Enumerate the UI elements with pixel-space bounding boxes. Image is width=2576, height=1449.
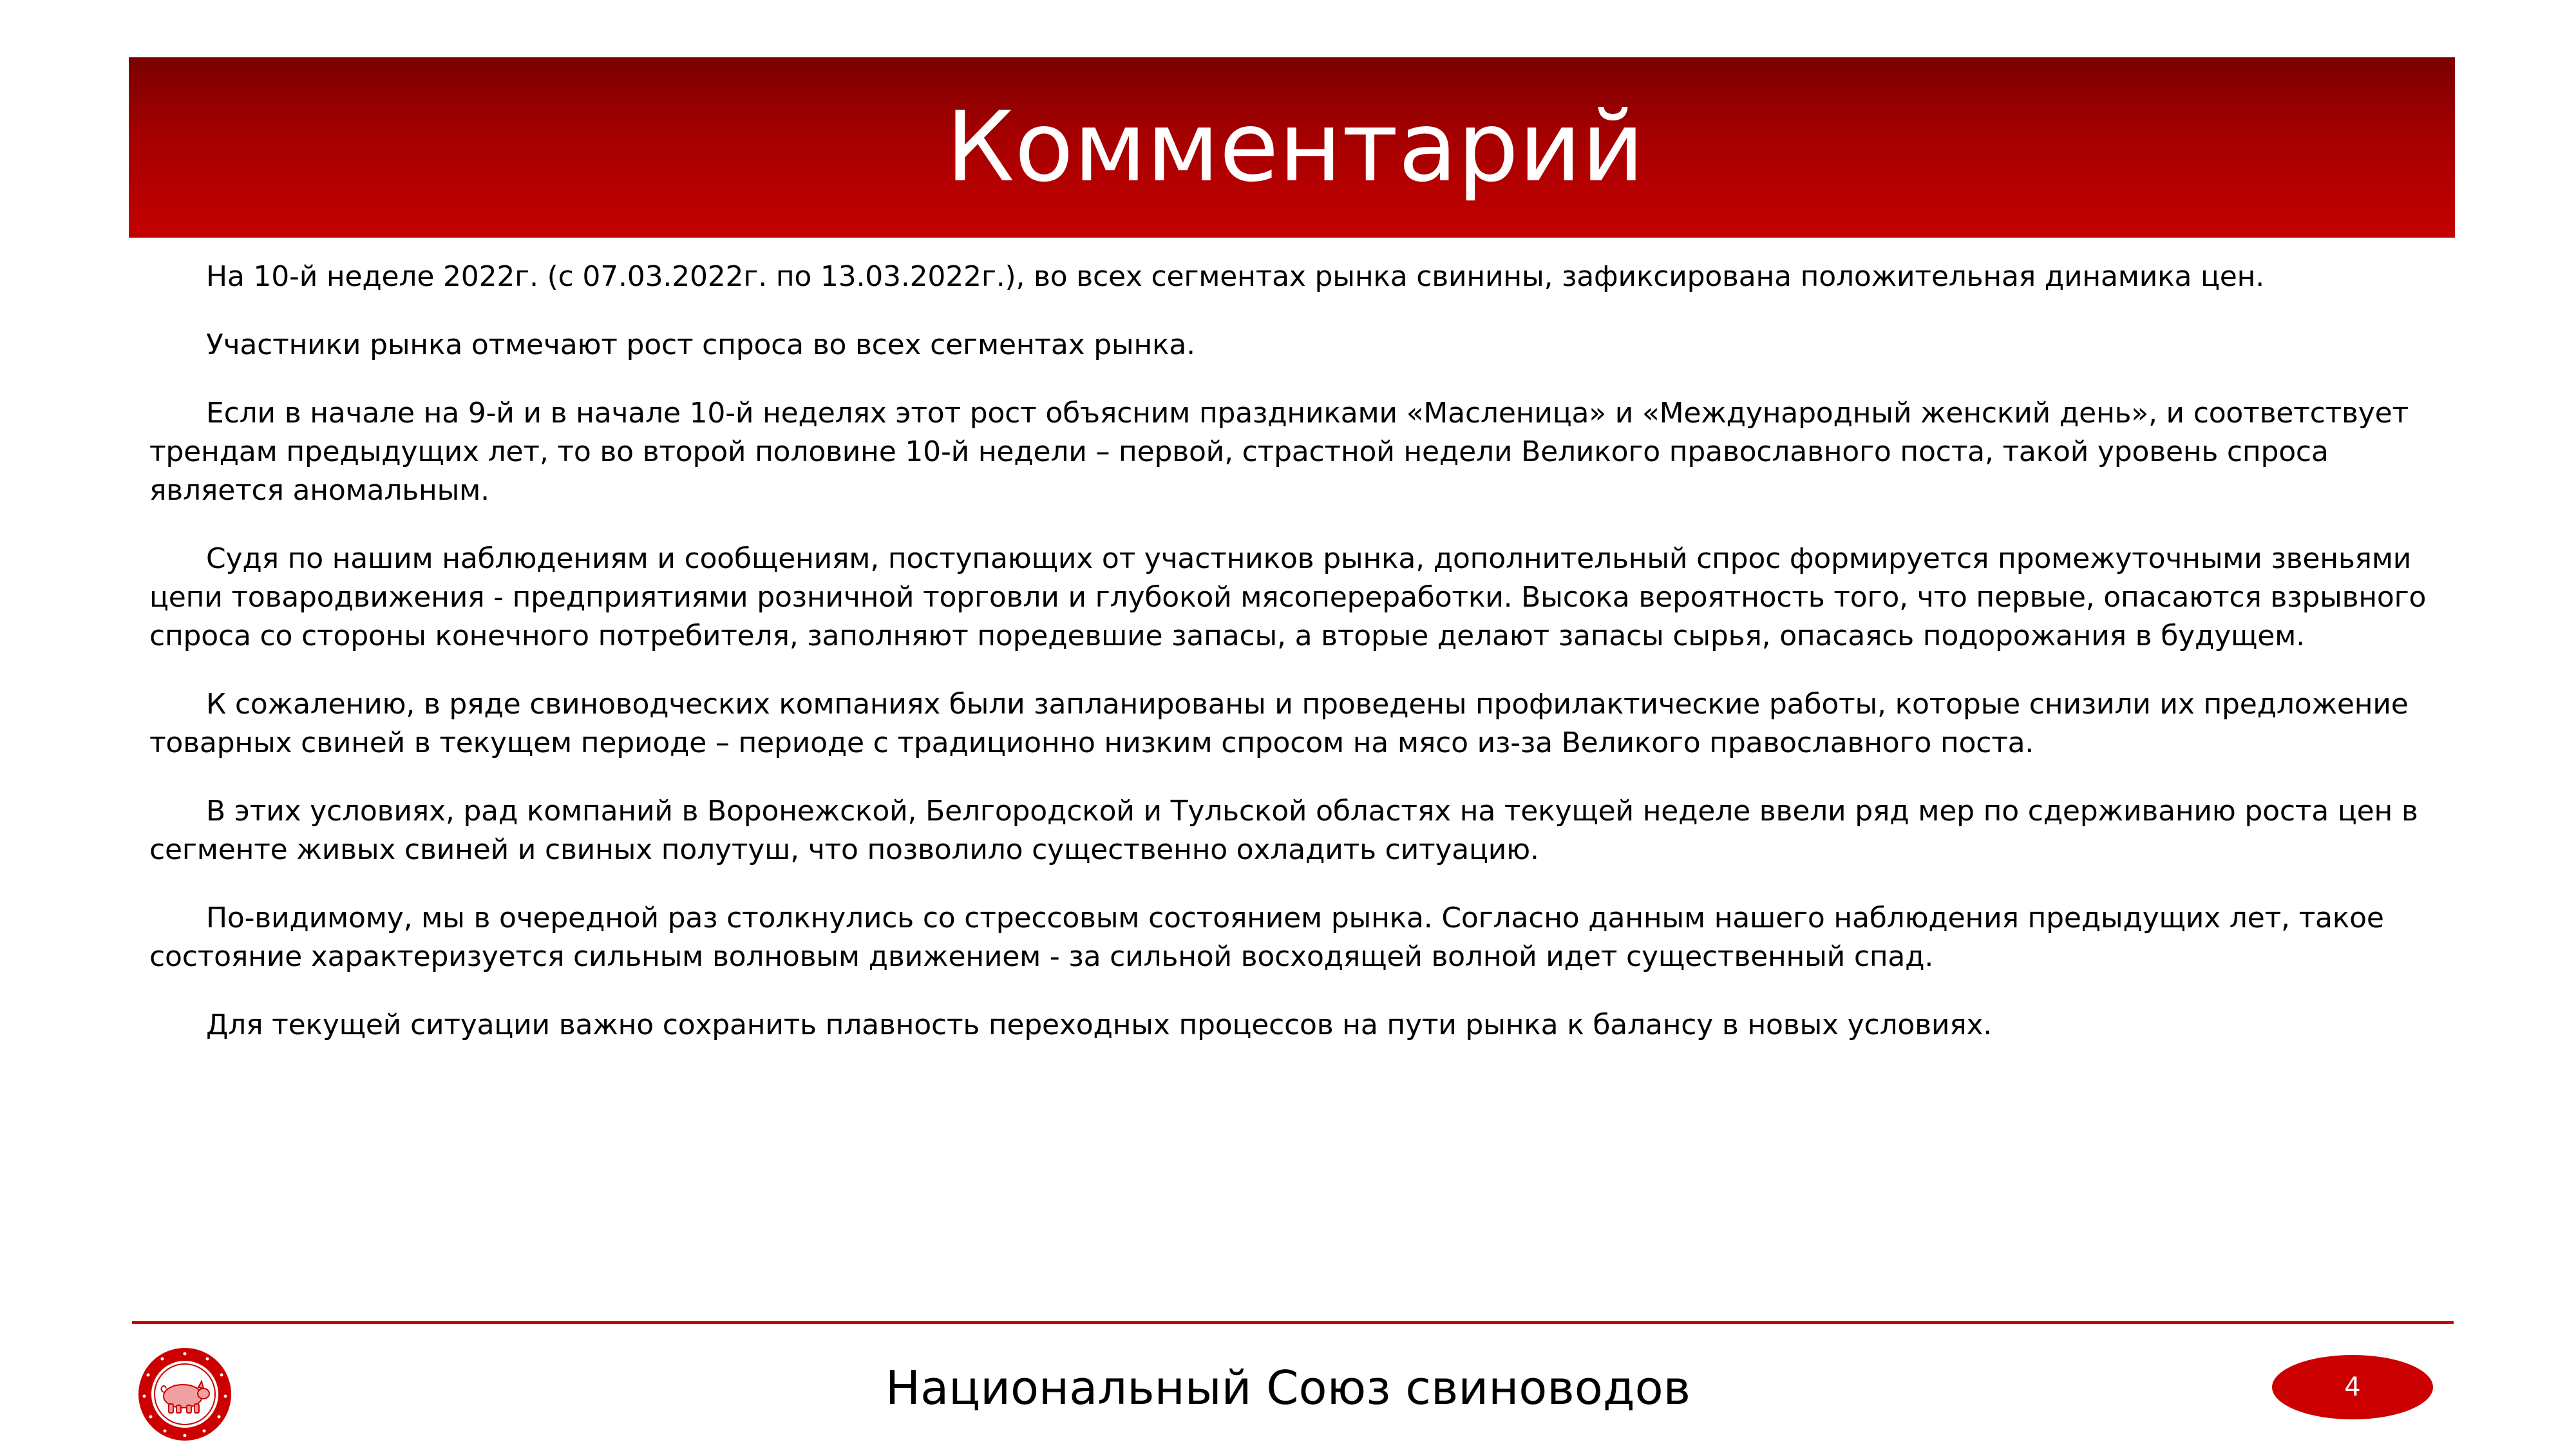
paragraph-5: К сожалению, в ряде свиноводческих компаниях были запланированы и проведены профилактические работы, которые снизили их предложение товарных свиней в текущем периоде – периоде с традиционно низким спросом на мясо из-за Великого православного поста. — [149, 688, 2409, 759]
paragraph-2: Участники рынка отмечают рост спроса во всех сегментах рынка. — [206, 328, 1195, 361]
footer-organization: Национальный Союз свиноводов — [885, 1361, 1691, 1415]
page-number: 4 — [2344, 1372, 2361, 1402]
paragraph-3: Если в начале на 9-й и в начале 10-й неделях этот рост объясним праздниками «Масленица» и «Международный женский день», и соответствует трендам предыдущих лет, то во второй половине 10-й недели – первой, страстной недели Великого православного поста, такой уровень спроса является аномальным. — [149, 397, 2409, 507]
paragraph-7: По-видимому, мы в очередной раз столкнулись со стрессовым состоянием рынка. Согласно данным нашего наблюдения предыдущих лет, такое состояние характеризуется сильным волновым движением - за сильной восходящей волной идет существенный спад. — [149, 902, 2384, 973]
footer-divider — [132, 1321, 2454, 1324]
paragraph-1: На 10-й неделе 2022г. (с 07.03.2022г. по 13.03.2022г.), во всех сегментах рынка свинины, зафиксирована положительная динамика цен. — [206, 260, 2265, 293]
slide-title: Комментарий — [945, 91, 1645, 204]
page-number-badge — [2272, 1355, 2433, 1419]
paragraph-4: Судя по нашим наблюдениям и сообщениям, поступающих от участников рынка, дополнительный спрос формируется промежуточными звеньями цепи товародвижения - предприятиями розничной торговли и глубокой мясопереработки. Высока вероятность того, что первые, опасаются взрывного спроса со стороны конечного потребителя, заполняют поредевшие запасы, а вторые делают запасы сырья, опасаясь подорожания в будущем. — [149, 542, 2427, 652]
paragraph-8: Для текущей ситуации важно сохранить плавность переходных процессов на пути рынка к балансу в новых условиях. — [206, 1009, 1993, 1041]
title-banner — [129, 57, 2455, 238]
slide-body — [149, 258, 2442, 1074]
paragraph-6: В этих условиях, рад компаний в Воронежской, Белгородской и Тульской областях на текущей неделе ввели ряд мер по сдерживанию роста цен в сегменте живых свиней и свиных полутуш, что позволило существенно охладить ситуацию. — [149, 795, 2418, 866]
